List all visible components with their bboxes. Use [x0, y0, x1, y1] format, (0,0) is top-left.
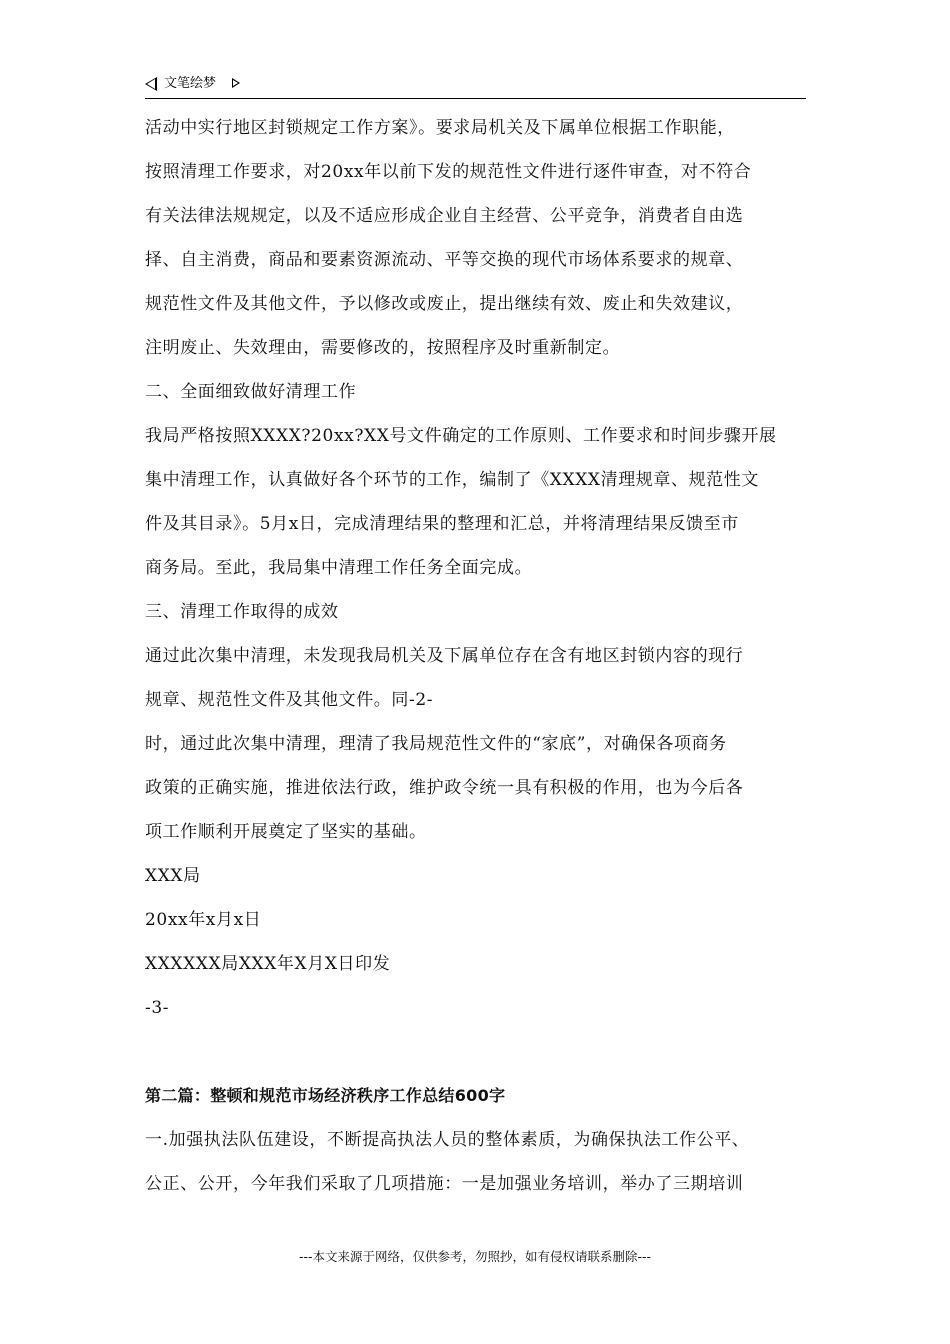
page-footer: ---本文来源于网络，仅供参考，勿照抄，如有侵权请联系删除--- — [298, 1249, 652, 1264]
page-number: -3- — [145, 998, 170, 1018]
document-body — [145, 112, 807, 1212]
paragraph-line: 通过此次集中清理，未发现我局机关及下属单位存在含有地区封锁内容的现行 — [145, 646, 744, 666]
paragraph-line: 活动中实行地区封锁规定工作方案》。要求局机关及下属单位根据工作职能， — [145, 118, 735, 138]
paragraph-line: 商务局。至此，我局集中清理工作任务全面完成。 — [145, 558, 533, 578]
paragraph-line: 规范性文件及其他文件，予以修改或废止，提出继续有效、废止和失效建议， — [145, 294, 744, 314]
paragraph-line: 项工作顺利开展奠定了坚实的基础。 — [145, 822, 427, 842]
signature-date: 20xx年x月x日 — [145, 910, 262, 930]
paragraph-line: 时，通过此次集中清理，理清了我局规范性文件的“家底”，对确保各项商务 — [145, 734, 727, 754]
paragraph-line: 政策的正确实施，推进依法行政，维护政令统一具有积极的作用，也为今后各 — [145, 778, 744, 798]
paragraph-line: 择、自主消费，商品和要素资源流动、平等交换的现代市场体系要求的规章、 — [145, 250, 744, 270]
issue-line: XXXXXX局XXX年X月X日印发 — [145, 954, 391, 974]
signature-organization: XXX局 — [145, 866, 201, 886]
paragraph-line: 公正、公开，今年我们采取了几项措施：一是加强业务培训，举办了三期培训 — [145, 1174, 744, 1194]
paragraph-line: 一.加强执法队伍建设，不断提高执法人员的整体素质，为确保执法工作公平、 — [145, 1130, 750, 1150]
paragraph-line: 件及其目录》。5月x日，完成清理结果的整理和汇总，并将清理结果反馈至市 — [145, 514, 739, 534]
section-heading: 三、清理工作取得的成效 — [145, 602, 339, 622]
blank-spacer — [145, 1036, 807, 1080]
paragraph-line: 规章、规范性文件及其他文件。同-2- — [145, 690, 434, 710]
paragraph-line: 有关法律法规规定，以及不适应形成企业自主经营、公平竞争，消费者自由选 — [145, 206, 744, 226]
paragraph-line: 注明废止、失效理由，需要修改的，按照程序及时重新制定。 — [145, 338, 621, 358]
page-header — [145, 74, 806, 99]
left-triangle-icon — [145, 77, 157, 91]
article-title: 第二篇：整顿和规范市场经济秩序工作总结600字 — [145, 1086, 506, 1105]
section-heading: 二、全面细致做好清理工作 — [145, 382, 357, 402]
header-title: 文笔绘梦 — [164, 76, 217, 91]
paragraph-line: 我局严格按照XXXX?20xx?XX号文件确定的工作原则、工作要求和时间步骤开展 — [145, 426, 777, 446]
paragraph-line: 按照清理工作要求，对20xx年以前下发的规范性文件进行逐件审查，对不符合 — [145, 162, 752, 182]
right-triangle-icon — [232, 78, 240, 88]
paragraph-line: 集中清理工作，认真做好各个环节的工作，编制了《XXXX清理规章、规范性文 — [145, 470, 760, 490]
